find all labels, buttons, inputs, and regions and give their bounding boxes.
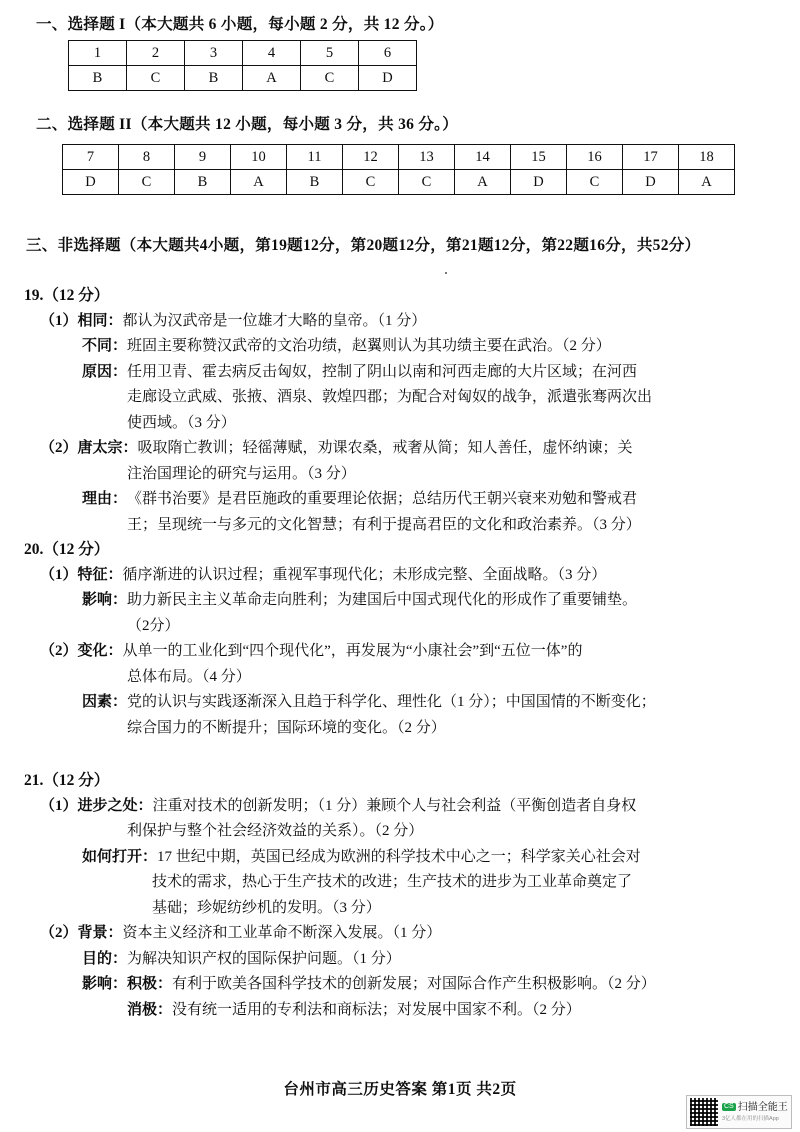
cell-number: 2 [127,41,185,66]
table-row [63,170,735,195]
cell-answer: C [127,66,185,91]
table-row [69,41,417,66]
cell-answer: A [455,170,511,195]
page-speck [445,272,447,274]
q20-text-feature: 循序渐进的认识过程；重视军事现代化；未形成完整、全面战略。（3 分） [122,566,607,583]
cell-answer: B [69,66,127,91]
q21-text-positive: 有利于欧美各国科学技术的创新发展；对国际合作产生积极影响。（2 分） [172,976,656,992]
q20-text-change-2: 总体布局。（4 分） [127,668,251,685]
cell-number: 11 [287,145,343,170]
q19-line-4 [24,436,776,462]
cell-number: 8 [119,145,175,170]
q21-text-negative: 没有统一适用的专利法和商标法；对发展中国家不利。（2 分） [172,1001,581,1018]
watermark-title [722,1102,788,1114]
cell-number: 3 [185,41,243,66]
q20-text-change: 从单一的工业化到“四个现代化”，再发展为“小康社会”到“五位一体”的 [122,643,583,659]
q20-line-4 [24,690,776,716]
q19-text-reason-2: 走廊设立武威、张掖、酒泉、敦煌四郡；为配合对匈奴的战争，派遣张骞两次出 [127,389,653,405]
q21-line-4 [24,947,776,973]
q21-label-background: （2）背景： [40,925,123,941]
q21-label-positive: 积极： [127,976,173,992]
question-21 [24,768,776,1023]
cell-number: 1 [69,41,127,66]
question-20-number: 20.（12 分） [24,541,110,558]
q20-label-factor: 因素： [82,694,128,710]
q19-text-taizong: 吸取隋亡教训；轻徭薄赋，劝课农桑，戒奢从简；知人善任，虚怀纳谏；关 [137,440,633,456]
cell-answer: A [231,170,287,195]
cell-answer: C [567,170,623,195]
q19-text-taizong-2: 注治国理论的研究与运用。（3 分） [127,465,356,482]
q19-label-same: （1）相同： [40,312,123,329]
q19-line-5 [24,487,776,513]
q20-label-feature: （1）特征： [40,566,123,583]
q21-text-background: 资本主义经济和工业革命不断深入发展。（1 分） [122,925,442,941]
q21-line-2 [24,845,776,871]
q19-line-3 [24,360,776,386]
cell-number: 15 [511,145,567,170]
q21-text-howopen-2: 技术的需求，热心于生产技术的改进；生产技术的进步为工业革命奠定了 [152,874,633,890]
cell-number: 4 [243,41,301,66]
q21-line-6 [24,998,776,1024]
q19-label-taizong: （2）唐太宗： [40,440,138,456]
cell-number: 5 [301,41,359,66]
q19-text-diff: 班固主要称赞汉武帝的文治功绩，赵翼则认为其功绩主要在武治。（2 分） [127,338,611,354]
q21-label-progress: （1）进步之处： [40,797,153,814]
q20-line-2 [24,588,776,614]
question-21-number: 21.（12 分） [24,772,110,789]
cell-answer: B [287,170,343,195]
q19-line-2 [24,334,776,360]
q20-line-1 [24,563,776,589]
question-19 [24,283,776,538]
cell-answer: C [119,170,175,195]
question-20 [24,537,776,741]
q20-label-impact: 影响： [82,592,128,608]
table-row [63,145,735,170]
q21-line-3 [24,921,776,947]
camscanner-watermark [686,1095,792,1129]
table-row [69,66,417,91]
q19-line-1 [24,309,776,335]
cell-number: 16 [567,145,623,170]
q19-text-reason: 任用卫青、霍去病反击匈奴，控制了阴山以南和河西走廊的大片区域；在河西 [127,363,638,380]
q21-label-howopen: 如何打开： [82,848,158,865]
cell-answer: B [185,66,243,91]
q19-text-liyou: 《群书治要》是君臣施政的重要理论依据；总结历代王朝兴衰来劝勉和警戒君 [127,491,638,507]
cs-badge-icon: CS [724,1103,734,1111]
section-2-title: 二、选择题 II（本大题共 12 小题，每小题 3 分，共 36 分。） [36,116,458,133]
q21-line-5 [24,972,776,998]
page-footer: 台州市高三历史答案 第1页 共2页 [283,1081,517,1098]
cell-answer: B [175,170,231,195]
cell-number: 6 [359,41,417,66]
q21-label-negative: 消极： [127,1001,173,1018]
cell-number: 18 [679,145,735,170]
q20-text-factor: 党的认识与实践逐渐深入且趋于科学化、理性化（1 分）；中国国情的不断变化； [127,694,656,710]
q21-line-1 [24,794,776,820]
q20-text-factor-2: 综合国力的不断提升；国际环境的变化。（2 分） [127,719,446,736]
cell-number: 12 [343,145,399,170]
section-3-title: 三、非选择题（本大题共4小题，第19题12分，第20题12分，第21题12分，第22题16分，共52分） [26,237,701,254]
q21-text-howopen-3: 基础；珍妮纺纱机的发明。（3 分） [152,899,381,916]
q21-text-howopen: 17 世纪中期，英国已经成为欧洲的科学技术中心之一；科学家关心社会对 [157,848,641,865]
q21-text-purpose: 为解决知识产权的国际保护问题。（1 分） [127,950,401,967]
q19-text-reason-3: 使西域。（3 分） [127,414,236,431]
q21-label-purpose: 目的： [82,950,128,967]
qr-code-icon [690,1098,718,1126]
cell-number: 14 [455,145,511,170]
cell-answer: A [679,170,735,195]
q19-label-reason: 原因： [82,363,128,380]
question-19-number: 19.（12 分） [24,287,110,304]
q19-text-same: 都认为汉武帝是一位雄才大略的皇帝。（1 分） [122,312,427,329]
q19-text-liyou-2: 王；呈现统一与多元的文化智慧；有利于提高君臣的文化和政治素养。（3 分） [127,516,641,533]
cell-number: 10 [231,145,287,170]
cell-answer: D [63,170,119,195]
q19-label-liyou: 理由： [82,491,128,507]
cell-number: 7 [63,145,119,170]
q19-label-diff: 不同： [82,338,128,354]
cell-answer: C [399,170,455,195]
cell-answer: D [359,66,417,91]
q20-label-change: （2）变化： [40,643,123,659]
cell-answer: C [343,170,399,195]
q21-label-impact: 影响： [82,976,128,992]
q20-text-impact: 助力新民主主义革命走向胜利；为建国后中国式现代化的形成作了重要铺垫。 [127,592,638,608]
q21-text-progress: 注重对技术的创新发明；（1 分）兼顾个人与社会利益（平衡创造者自身权 [152,797,637,814]
q20-line-3 [24,639,776,665]
answer-table-section-1 [68,40,417,91]
cell-answer: C [301,66,359,91]
cell-answer: A [243,66,301,91]
cell-number: 17 [623,145,679,170]
q21-text-progress-2: 利保护与整个社会经济效益的关系）。（2 分） [127,823,424,839]
answer-table-section-2 [62,144,735,195]
cell-answer: D [511,170,567,195]
cell-number: 9 [175,145,231,170]
cell-number: 13 [399,145,455,170]
cell-answer: D [623,170,679,195]
watermark-subtitle: 3亿人都在用的扫描App [722,1115,779,1122]
section-1-title: 一、选择题 I（本大题共 6 小题，每小题 2 分，共 12 分。） [36,16,444,33]
q20-text-impact-2: （2分） [127,617,180,634]
watermark-title-text: 扫描全能王 [737,1102,788,1114]
